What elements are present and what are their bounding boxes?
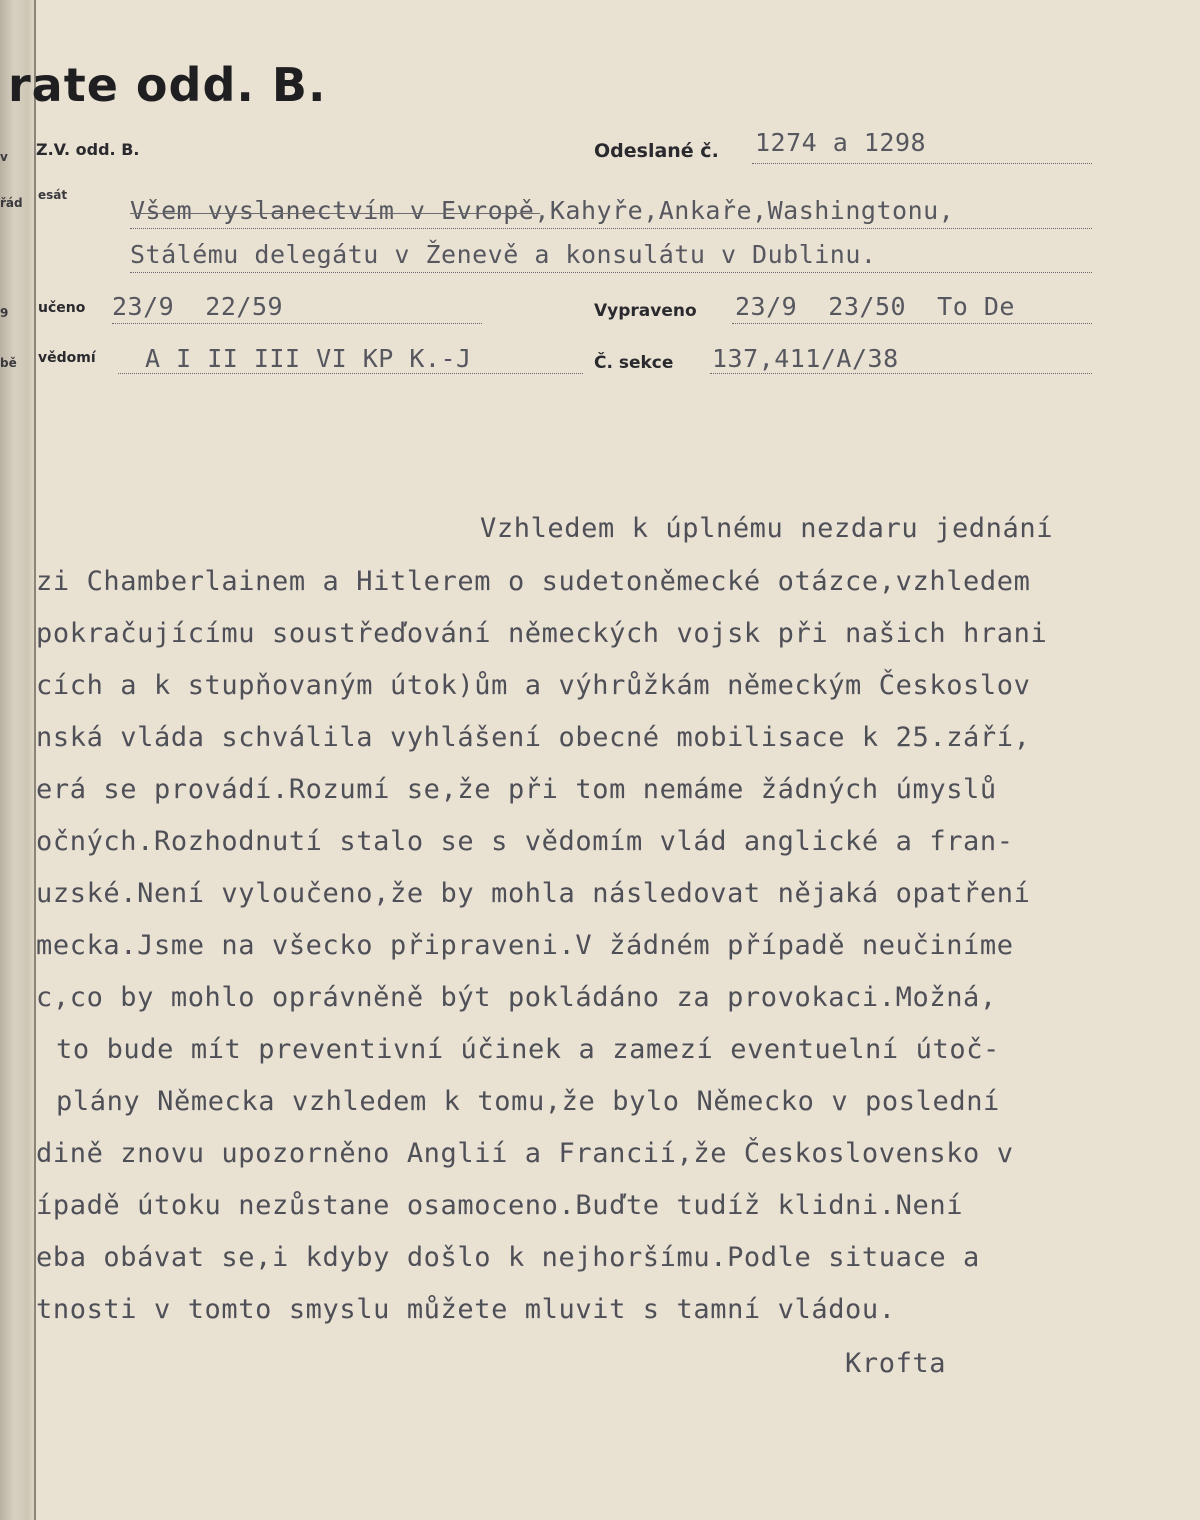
section-label: Č. sekce bbox=[594, 353, 674, 373]
body-line: plány Německa vzhledem k tomu,že bylo Německo v poslední bbox=[56, 1086, 1000, 1117]
notice-value: A I II III VI KP K.-J bbox=[145, 344, 472, 373]
sent-numbers: 1274 a 1298 bbox=[755, 128, 927, 157]
body-line: erá se provádí.Rozumí se,že při tom nemáme žádných úmyslů bbox=[36, 774, 997, 805]
body-line: to bude mít preventivní účinek a zamezí eventuelní útoč- bbox=[56, 1034, 1000, 1065]
dispatched-value: 23/9 23/50 To De bbox=[735, 292, 1015, 321]
form-title: rate odd. B. bbox=[8, 58, 327, 112]
notice-label: vědomí bbox=[38, 350, 96, 366]
body-line: dině znovu upozorněno Anglií a Francií,že Československo v bbox=[36, 1138, 1014, 1169]
section-dotline bbox=[710, 373, 1092, 374]
margin-fragment-rad: řád bbox=[0, 196, 23, 210]
body-line: c,co by mohlo oprávněně být pokládáno za provokaci.Možná, bbox=[36, 982, 997, 1013]
binding-edge bbox=[34, 0, 36, 1520]
body-line: mecka.Jsme na všecko připraveni.V žádném případě neučiníme bbox=[36, 930, 1014, 961]
margin-fragment-9: 9 bbox=[0, 306, 9, 320]
body-line: ípadě útoku nezůstane osamoceno.Buďte tudíž klidni.Není bbox=[36, 1190, 964, 1221]
body-line: nská vláda schválila vyhlášení obecné mobilisace k 25.září, bbox=[36, 722, 1031, 753]
sent-dotline bbox=[752, 163, 1092, 164]
signature: Krofta bbox=[845, 1348, 947, 1379]
margin-fragment-be: bě bbox=[0, 356, 17, 370]
body-line: Vzhledem k úplnému nezdaru jednání bbox=[480, 513, 1054, 544]
body-line: uzské.Není vyloučeno,že by mohla následovat nějaká opatření bbox=[36, 878, 1031, 909]
addressee-dotline-1 bbox=[130, 228, 1092, 229]
notice-dotline bbox=[118, 373, 583, 374]
dispatched-label: Vypraveno bbox=[594, 301, 697, 321]
body-line: cích a k stupňovaným útok)ům a výhrůžkám německým Českoslov bbox=[36, 670, 1031, 701]
body-line: očných.Rozhodnutí stalo se s vědomím vlád anglické a fran- bbox=[36, 826, 1014, 857]
body-line: eba obávat se,i kdyby došlo k nejhoršímu.Podle situace a bbox=[36, 1242, 980, 1273]
received-label: učeno bbox=[38, 300, 86, 316]
body-line: zi Chamberlainem a Hitlerem o sudetoněmecké otázce,vzhledem bbox=[36, 566, 1031, 597]
body-line: tnosti v tomto smyslu můžete mluvit s tamní vládou. bbox=[36, 1294, 896, 1325]
dept-label: Z.V. odd. B. bbox=[36, 140, 140, 159]
addressee-dotline-2 bbox=[130, 272, 1092, 273]
section-value: 137,411/A/38 bbox=[712, 344, 899, 373]
sent-label: Odeslané č. bbox=[594, 140, 719, 162]
margin-fragment-v: v bbox=[0, 150, 8, 164]
addressee-line-2: Stálému delegátu v Ženevě a konsulátu v Dublinu. bbox=[130, 240, 877, 269]
binding-shadow bbox=[0, 0, 34, 1520]
addressee-line-1: Všem vyslanectvím v Evropě,Kahyře,Ankaře,Washingtonu, bbox=[130, 196, 955, 225]
body-line: pokračujícímu soustřeďování německých vojsk při našich hrani bbox=[36, 618, 1048, 649]
received-dotline bbox=[112, 323, 482, 324]
received-value: 23/9 22/59 bbox=[112, 292, 284, 321]
addressee-label: esát bbox=[38, 188, 68, 202]
dispatched-dotline bbox=[732, 323, 1092, 324]
addressee-strike bbox=[130, 213, 540, 214]
